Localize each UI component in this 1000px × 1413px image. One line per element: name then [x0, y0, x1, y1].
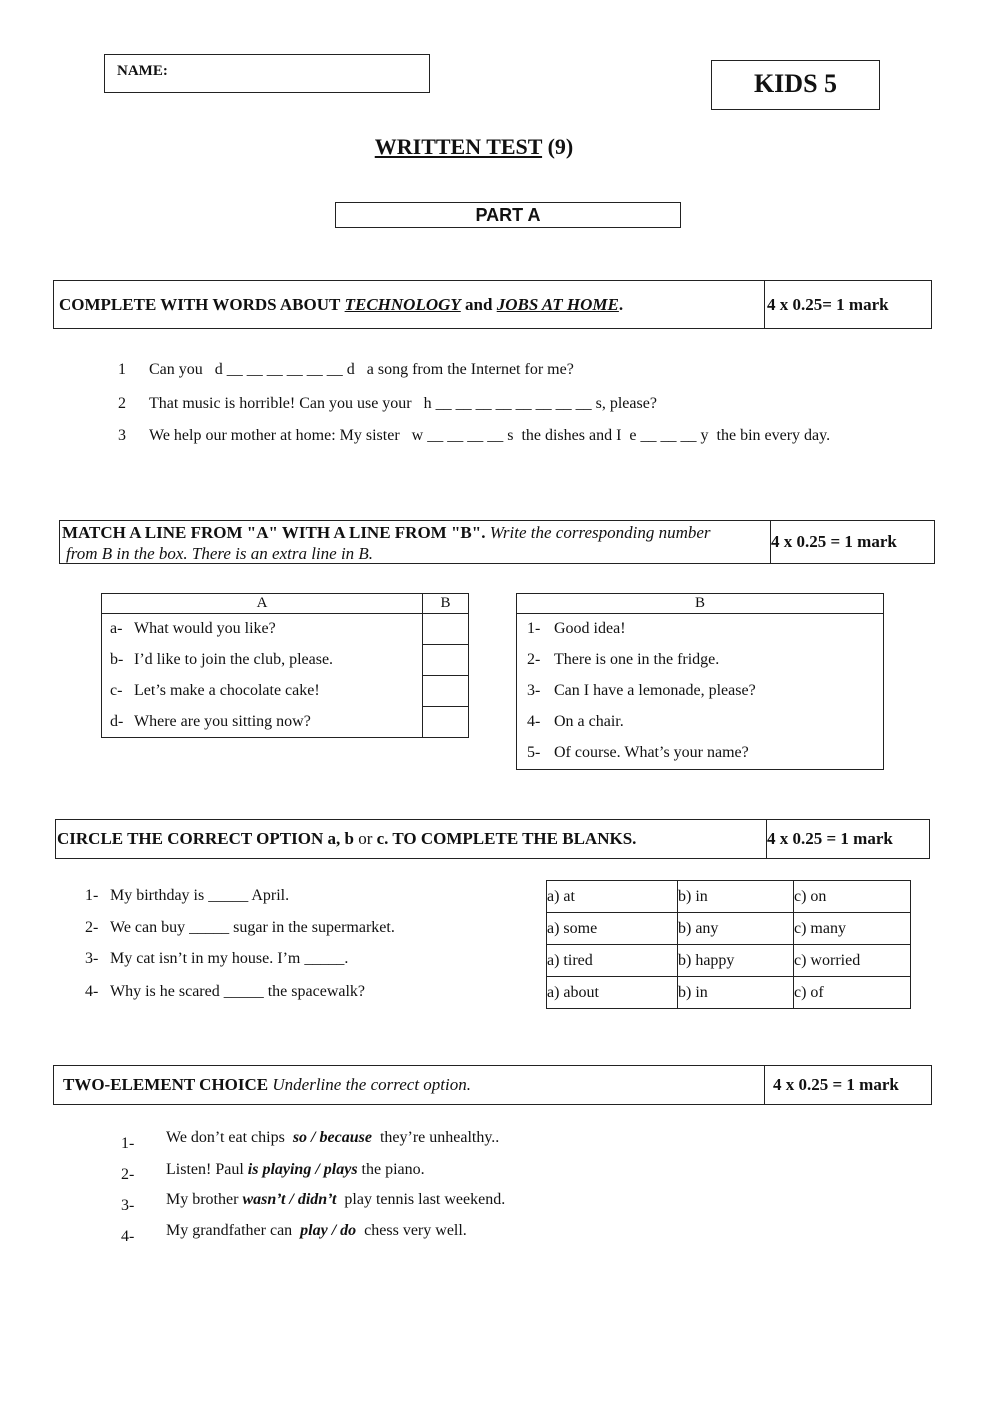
choice-options[interactable]: so / because	[292, 1129, 372, 1146]
option-c[interactable]: c) worried	[794, 945, 911, 977]
match-b-row: 4- On a chair.	[527, 713, 624, 730]
title-number: (9)	[547, 134, 574, 159]
section1-topic-technology: TECHNOLOGY	[344, 294, 461, 314]
choice-options[interactable]: play / do	[300, 1222, 357, 1239]
level-label: KIDS 5	[753, 69, 838, 98]
section3-title: CIRCLE THE CORRECT OPTION a , b or c . TO COMPLETE THE BLANKS.	[57, 829, 637, 848]
item-number: 3	[118, 427, 126, 444]
section3-item-3: 3- My cat isn’t in my house. I’m _____.	[85, 950, 349, 967]
col-b-header: B	[423, 594, 469, 614]
item-number: 1	[118, 361, 126, 378]
match-table-a	[101, 593, 469, 738]
section3-item-4: 4- Why is he scared _____ the spacewalk?	[85, 983, 366, 1000]
option-c[interactable]: c) on	[794, 881, 911, 913]
title-text: WRITTEN TEST	[374, 134, 543, 159]
section1-title	[54, 281, 764, 328]
option-b[interactable]: b) happy	[678, 945, 794, 977]
part-label: PART A	[475, 205, 541, 225]
option-a[interactable]: a) tired	[547, 945, 678, 977]
name-field[interactable]	[104, 54, 430, 93]
level-badge	[711, 60, 880, 110]
section3-item-1: 1- My birthday is _____ April.	[85, 887, 290, 904]
section1-topic-jobs: JOBS AT HOME	[496, 294, 619, 314]
option-a[interactable]: a) at	[547, 881, 678, 913]
section1-title-and: and	[465, 294, 493, 314]
item-number: 2	[118, 395, 126, 412]
section3-item-2: 2- We can buy _____ sugar in the supermarket.	[85, 919, 395, 936]
answer-box[interactable]	[423, 645, 469, 676]
match-a-row: b- I’d like to join the club, please.	[110, 651, 334, 668]
section4-title-bold: TWO-ELEMENT CHOICE	[63, 1075, 269, 1094]
choice-options[interactable]: is playing / plays	[247, 1161, 358, 1178]
option-b[interactable]: b) in	[678, 881, 794, 913]
section4-title	[54, 1066, 764, 1104]
section2-marks: 4 x 0.25 = 1 mark	[770, 521, 934, 563]
section4-header	[53, 1065, 932, 1105]
option-a[interactable]: a) about	[547, 977, 678, 1009]
section4-item-2: 2- Listen! Paul is playing / plays the piano.	[121, 1161, 425, 1183]
section1-title-end: .	[618, 294, 624, 314]
match-b-row: 5- Of course. What’s your name?	[527, 744, 749, 762]
col-a-header: A	[102, 594, 423, 614]
section4-title-italic: Underline the correct option.	[268, 1075, 471, 1094]
item-text: We help our mother at home: My sister w __ __ __ __ s the dishes and I e __ __ __ y the bin every day.	[149, 427, 831, 444]
section2-title-italic-2: from B in the box. There is an extra line in B.	[66, 544, 374, 563]
answer-box[interactable]	[423, 614, 469, 645]
option-b[interactable]: b) any	[678, 913, 794, 945]
section4-item-4: 4- My grandfather can play / do chess very well.	[121, 1222, 467, 1245]
name-label: NAME:	[117, 63, 168, 79]
section1-header	[53, 280, 932, 329]
match-b-row: 1- Good idea!	[527, 620, 626, 638]
option-c[interactable]: c) of	[794, 977, 911, 1009]
option-a[interactable]: a) some	[547, 913, 678, 945]
match-a-row: c- Let’s make a chocolate cake!	[110, 682, 320, 699]
page-title	[0, 134, 948, 160]
list-b-header: B	[517, 594, 884, 614]
section1-item-2	[118, 395, 657, 413]
item-text: Can you d __ __ __ __ __ __ d a song from the Internet for me?	[149, 361, 574, 378]
answer-box[interactable]	[423, 707, 469, 738]
section2-title-italic: Write the corresponding number	[485, 523, 711, 542]
option-c[interactable]: c) many	[794, 913, 911, 945]
answer-box[interactable]	[423, 676, 469, 707]
section2-title	[60, 521, 770, 563]
section4-item-1: 1- We don’t eat chips so / because they’re unhealthy..	[121, 1129, 500, 1152]
section1-item-3	[118, 427, 830, 445]
match-list-b	[516, 593, 884, 770]
options-table	[546, 880, 911, 1009]
section1-marks: 4 x 0.25= 1 mark	[764, 281, 931, 328]
match-b-row: 2- There is one in the fridge.	[527, 651, 720, 668]
match-b-row: 3- Can I have a lemonade, please?	[527, 682, 756, 699]
section4-item-3: 3- My brother wasn’t / didn’t play tennis last weekend.	[121, 1191, 506, 1214]
section3-marks: 4 x 0.25 = 1 mark	[766, 820, 929, 858]
part-heading	[335, 202, 681, 228]
section1-item-1	[118, 361, 574, 379]
section1-title-pre: COMPLETE WITH WORDS ABOUT	[59, 294, 341, 314]
match-a-row: a- What would you like?	[110, 620, 276, 638]
match-a-row: d- Where are you sitting now?	[110, 712, 311, 730]
choice-options[interactable]: wasn’t / didn’t	[242, 1191, 337, 1208]
section2-title-bold: MATCH A LINE FROM "A" WITH A LINE FROM "B".	[62, 523, 486, 542]
section4-marks: 4 x 0.25 = 1 mark	[764, 1066, 931, 1104]
item-text: That music is horrible! Can you use your h __ __ __ __ __ __ __ __ s, please?	[149, 395, 657, 412]
option-b[interactable]: b) in	[678, 977, 794, 1009]
section2-header	[59, 520, 935, 564]
section3-header	[55, 819, 930, 859]
